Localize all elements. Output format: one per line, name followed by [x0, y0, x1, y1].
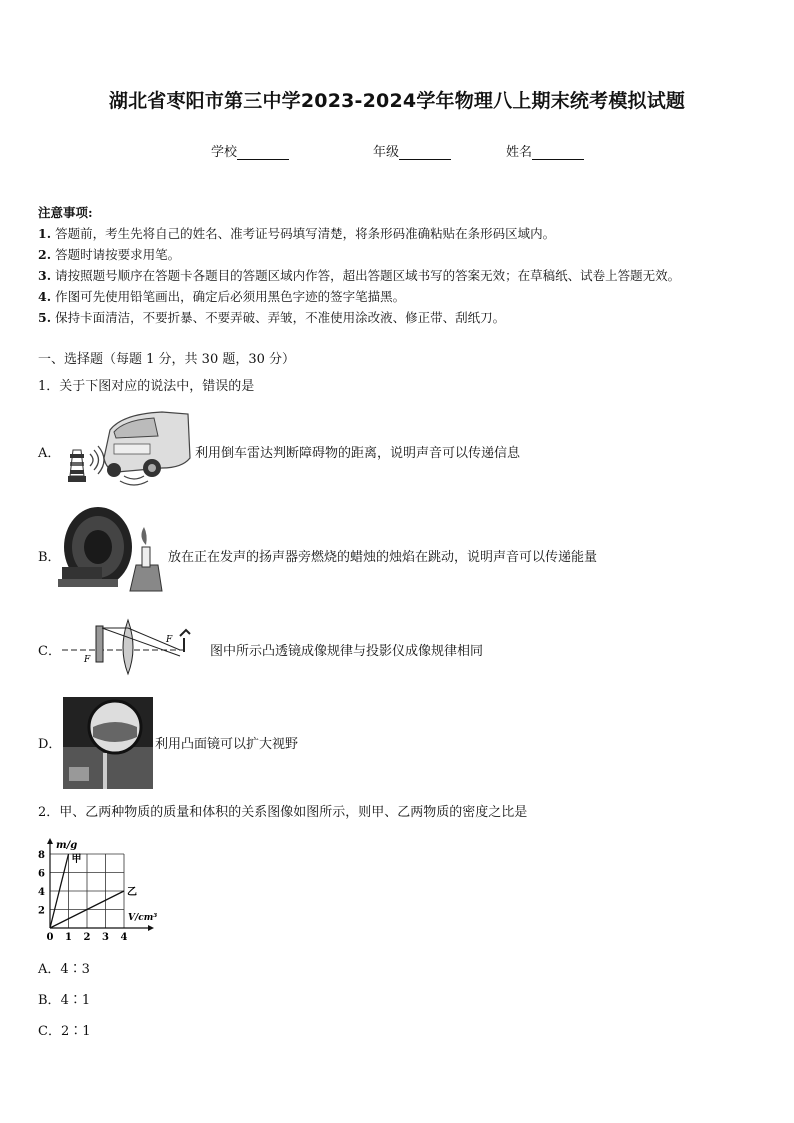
- x-axis-arrow: [148, 925, 154, 931]
- option-b-text: 放在正在发声的扬声器旁燃烧的蜡烛的烛焰在跳动，说明声音可以传递能量: [168, 550, 598, 565]
- name-blank[interactable]: [532, 146, 584, 160]
- convex-mirror-image: [63, 697, 153, 789]
- car-reverse-radar-image: [62, 410, 192, 490]
- y-tick-label: 2: [38, 905, 45, 917]
- series-label: 甲: [71, 854, 82, 865]
- option-a-text: 4∶3: [60, 962, 90, 977]
- option-b-letter: B．: [38, 550, 61, 565]
- x-tick-label: 3: [102, 932, 109, 943]
- note-item: 4. 作图可先使用铅笔画出，确定后必须用黑色字迹的签字笔描黑。: [38, 289, 406, 304]
- svg-text:F: F: [84, 655, 91, 665]
- y-tick-label: 4: [38, 887, 45, 898]
- x-tick-label: 0: [46, 932, 54, 943]
- school-blank[interactable]: [237, 146, 289, 160]
- note-item: 2. 答题时请按要求用笔。: [38, 247, 181, 262]
- question-1-stem: 1．关于下图对应的说法中，错误的是: [38, 379, 255, 394]
- speaker-candle-image: [58, 505, 168, 597]
- option-a-letter: A．4∶3: [38, 962, 90, 977]
- mass-volume-chart: [30, 830, 170, 950]
- option-b-text: 4∶1: [60, 993, 91, 1008]
- y-axis-arrow: [47, 838, 53, 844]
- grade-field[interactable]: [373, 141, 451, 160]
- name-label: 姓名: [506, 145, 533, 160]
- option-a-text: 利用倒车雷达判断障碍物的距离，说明声音可以传递信息: [195, 446, 521, 461]
- notes-heading: 注意事项:: [38, 205, 93, 220]
- name-field[interactable]: [506, 141, 584, 160]
- option-a-letter: A．: [38, 446, 61, 461]
- option-d-text: 利用凸面镜可以扩大视野: [155, 737, 299, 752]
- x-axis-label: V/cm³: [128, 913, 158, 923]
- option-d-letter: D．: [38, 737, 62, 752]
- note-item: 3. 请按照题号顺序在答题卡各题目的答题区域内作答，超出答题区域书写的答案无效；在草稿纸、试卷上答题无效。: [38, 268, 681, 283]
- section-heading: 一、选择题（每题 1 分，共 30 题，30 分）: [38, 352, 296, 367]
- grade-blank[interactable]: [399, 146, 451, 160]
- y-axis-label: m/g: [56, 840, 78, 851]
- school-label: 学校: [211, 145, 238, 160]
- x-tick-label: 2: [83, 932, 91, 943]
- option-c-letter: C．2∶1: [38, 1024, 91, 1039]
- grade-label: 年级: [373, 145, 400, 160]
- page-title: 湖北省枣阳市第三中学2023-2024学年物理八上期末统考模拟试题: [108, 90, 686, 112]
- x-tick-label: 1: [65, 932, 72, 943]
- option-c-letter: C．: [38, 644, 61, 659]
- series-label: 乙: [127, 887, 137, 898]
- note-item: 5. 保持卡面清洁，不要折暴、不要弄破、弄皱，不准使用涂改液、修正带、刮纸刀。: [38, 310, 506, 325]
- x-tick-label: 4: [120, 932, 128, 943]
- note-item: 1. 答题前，考生先将自己的姓名、准考证号码填写清楚，将条形码准确粘贴在条形码区域内。: [38, 226, 556, 241]
- option-c-text: 2∶1: [60, 1024, 91, 1039]
- question-2-stem: 2．甲、乙两种物质的质量和体积的关系图像如图所示，则甲、乙两物质的密度之比是: [38, 805, 528, 820]
- svg-text:F: F: [166, 635, 173, 645]
- school-field[interactable]: [211, 141, 289, 160]
- y-tick-label: 6: [38, 868, 45, 880]
- y-tick-label: 8: [38, 850, 45, 861]
- option-b-letter: B．4∶1: [38, 993, 91, 1008]
- convex-lens-diagram: [62, 618, 207, 676]
- option-c-text: 图中所示凸透镜成像规律与投影仪成像规律相同: [210, 644, 484, 659]
